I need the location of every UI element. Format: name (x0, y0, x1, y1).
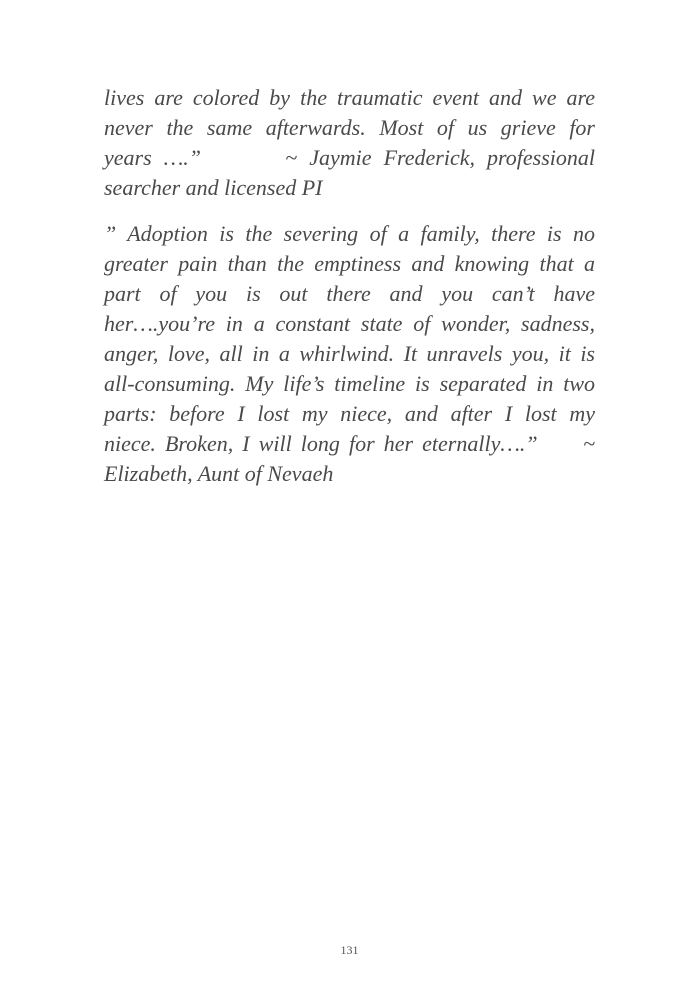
text-line: part of you is out there and you can’t have (104, 281, 595, 306)
text-line: parts: before I lost my niece, and after I lost my (104, 401, 595, 426)
text-line: all-consuming. My life’s timeline is separated in two (104, 371, 595, 396)
text-line: lives are colored by the traumatic event and we are (104, 85, 595, 110)
text-line: years ….” ~ Jaymie Frederick, professional (104, 145, 595, 170)
text-line: niece. Broken, I will long for her eternally….” ~ (104, 431, 595, 456)
text-line: anger, love, all in a whirlwind. It unravels you, it is (104, 341, 595, 366)
text-line: Elizabeth, Aunt of Nevaeh (104, 461, 334, 486)
text-line: never the same afterwards. Most of us grieve for (104, 115, 595, 140)
text-line: her….you’re in a constant state of wonder, sadness, (104, 311, 595, 336)
text-line: searcher and licensed PI (104, 175, 323, 200)
page-number: 131 (340, 943, 359, 957)
text-line: ” Adoption is the severing of a family, there is no (104, 221, 595, 246)
text-line: greater pain than the emptiness and knowing that a (104, 251, 595, 276)
